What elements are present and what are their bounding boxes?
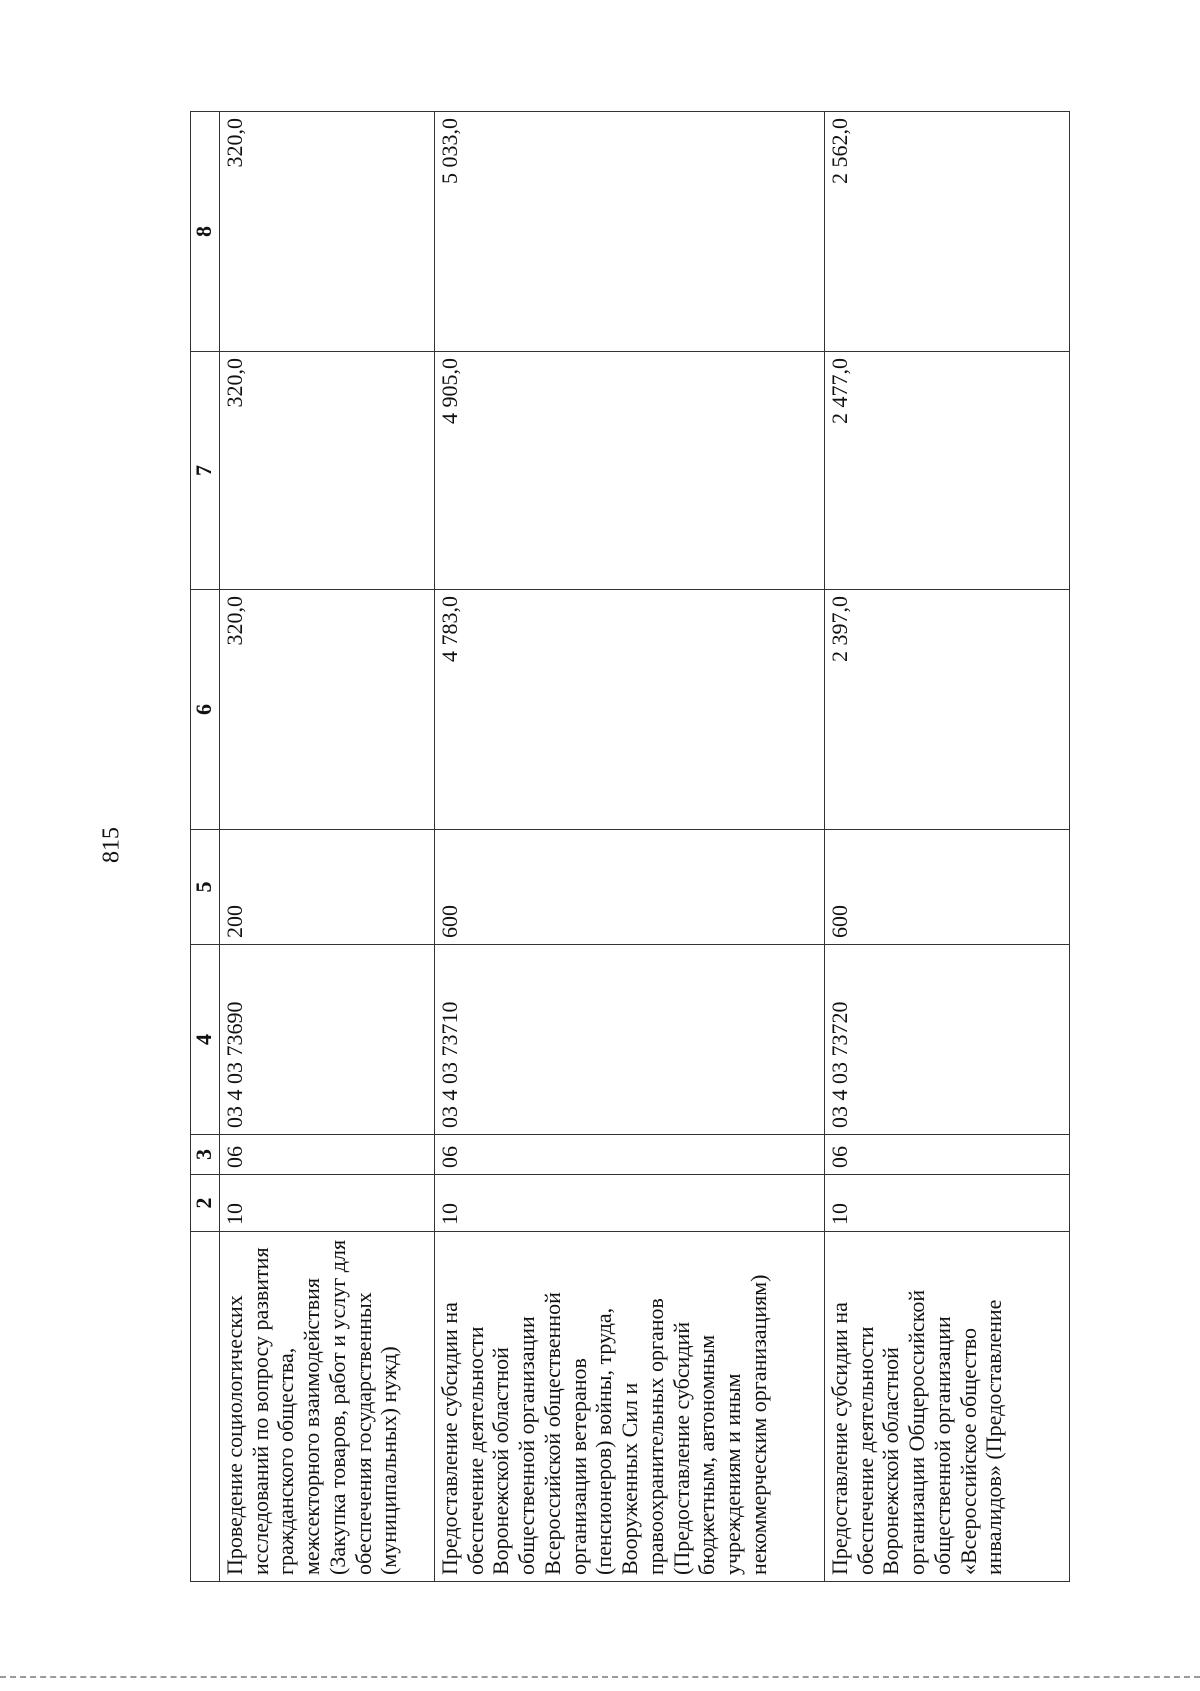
target-article-code: 03 4 03 73720 bbox=[825, 945, 1070, 1135]
scan-edge-divider bbox=[0, 1676, 1200, 1678]
section-code: 10 bbox=[825, 1175, 1070, 1232]
header-cell: 3 bbox=[191, 1135, 220, 1175]
header-cell: 8 bbox=[191, 112, 220, 352]
subsection-code: 06 bbox=[435, 1135, 825, 1175]
header-cell: 2 bbox=[191, 1175, 220, 1232]
header-cell: 7 bbox=[191, 352, 220, 590]
row-description: Проведение социологических исследований по вопросу развития гражданского общества, межсекторного взаимодействия (Закупка товаров, работ и услуг для обеспечения государственных (муниципальных) нужд) bbox=[220, 1232, 435, 1582]
subsection-code: 06 bbox=[825, 1135, 1070, 1175]
amount-col-6: 4 783,0 bbox=[435, 590, 825, 830]
amount-col-7: 320,0 bbox=[220, 352, 435, 590]
header-cell: 5 bbox=[191, 830, 220, 945]
header-cell bbox=[191, 1232, 220, 1582]
expense-type-code: 600 bbox=[825, 830, 1070, 945]
amount-col-8: 5 033,0 bbox=[435, 112, 825, 352]
subsection-code: 06 bbox=[220, 1135, 435, 1175]
amount-col-7: 2 477,0 bbox=[825, 352, 1070, 590]
header-cell: 4 bbox=[191, 945, 220, 1135]
amount-col-6: 2 397,0 bbox=[825, 590, 1070, 830]
amount-col-8: 2 562,0 bbox=[825, 112, 1070, 352]
row-description: Предоставление субсидии на обеспечение деятельности Воронежской областной общественной организации Всероссийской общественной организации ветеранов (пенсионеров) войны, труда, Вооруженных Сил и правоохранительных органов (Предоставление субсидий бюджетным, автономным учреждениям и иным некоммерческим организациям) bbox=[435, 1232, 825, 1582]
target-article-code: 03 4 03 73710 bbox=[435, 945, 825, 1135]
rotated-table-container bbox=[190, 112, 1070, 1582]
section-code: 10 bbox=[435, 1175, 825, 1232]
header-cell: 6 bbox=[191, 590, 220, 830]
page-number: 815 bbox=[98, 827, 125, 863]
section-code: 10 bbox=[220, 1175, 435, 1232]
expense-type-code: 600 bbox=[435, 830, 825, 945]
target-article-code: 03 4 03 73690 bbox=[220, 945, 435, 1135]
amount-col-8: 320,0 bbox=[220, 112, 435, 352]
amount-col-6: 320,0 bbox=[220, 590, 435, 830]
row-description: Предоставление субсидии на обеспечение деятельности Воронежской областной организации Общероссийской общественной организации «Всероссийское общество инвалидов» (Предоставление bbox=[825, 1232, 1070, 1582]
table-header-row bbox=[191, 112, 220, 1582]
table-row bbox=[825, 112, 1070, 1582]
expense-type-code: 200 bbox=[220, 830, 435, 945]
table-row bbox=[220, 112, 435, 1582]
table-row bbox=[435, 112, 825, 1582]
budget-table bbox=[190, 111, 1070, 1582]
amount-col-7: 4 905,0 bbox=[435, 352, 825, 590]
